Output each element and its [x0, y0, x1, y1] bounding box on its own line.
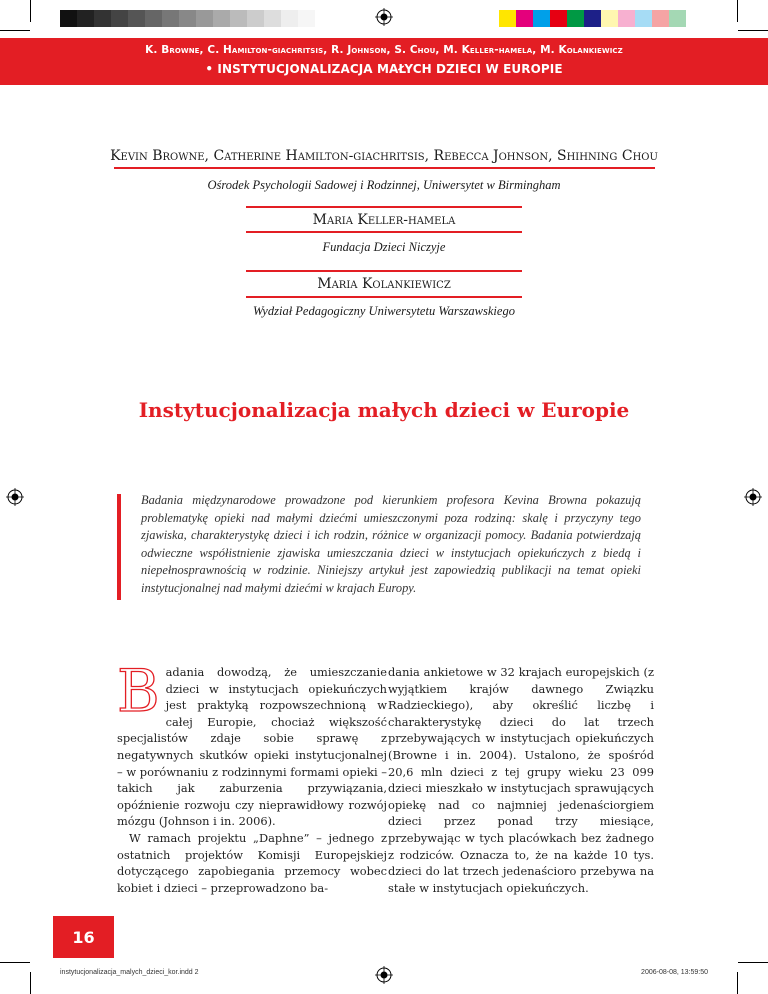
- author-divider: [246, 296, 522, 298]
- author-name-group3: Maria Kolankiewicz: [317, 276, 451, 292]
- author-divider: [246, 206, 522, 208]
- author-name-group2: Maria Keller-hamela: [312, 212, 456, 228]
- registration-mark-icon: [375, 8, 393, 26]
- author-names-group1: Kevin Browne, Catherine Hamilton-giachritsis, Rebecca Johnson, Shihning Chou: [110, 148, 658, 164]
- slug-timestamp: 2006-08-08, 13:59:50: [641, 969, 708, 976]
- author-divider: [246, 231, 522, 233]
- running-header-title: • INSTYTUCJONALIZACJA MAŁYCH DZIECI W EUROPIE: [205, 62, 563, 76]
- body-paragraph-2-start: W ramach projektu „Daphne” – jednego z ostatnich projektów Komisji Europejskiej dotyczącego zapobiegania przemocy wobec kobiet i dzieci – przeprowadzono ba-: [117, 830, 387, 895]
- body-column-right: [388, 664, 654, 896]
- abstract-text: Badania międzynarodowe prowadzone pod kierunkiem profesora Kevina Browna pokazują problematykę opieki nad małymi dziećmi umieszczonymi poza rodziną: skalę i przyczyny tego zjawiska, charakterystykę dzieci i ich rodzin, różnice w organizacji pomocy. Badania potwierdzają odwieczne współistnienie zjawiska umieszczania dzieci w instytucjach opiekuńczych z biedą i niepełnosprawnością w rodzinie. Niniejszy artykuł jest zapowiedzią publikacji na temat opieki instytucjonalnej nad małymi dziećmi w krajach Europy.: [141, 493, 641, 595]
- author-divider: [246, 270, 522, 272]
- author-divider: [114, 167, 655, 169]
- affiliation-group1: Ośrodek Psychologii Sadowej i Rodzinnej, Uniwersytet w Birmingham: [207, 178, 561, 192]
- registration-mark-icon: [744, 488, 762, 506]
- affiliation-group2: Fundacja Dzieci Niczyje: [322, 240, 446, 254]
- crop-mark: [0, 962, 30, 963]
- body-paragraph-2-continued: dania ankietowe w 32 krajach europejskich (z wyjątkiem krajów dawnego Związku Radzieckiego), aby określić liczbę i charakterystykę dzieci do lat trzech przebywających w instytucjach opiekuńczych (Browne i in. 2004). Ustalono, że spośród 20,6 mln dzieci z tej grupy wieku 23 099 dzieci mieszkało w instytucjach sprawujących opiekę nad co najmniej jedenaściorgiem dzieci przez ponad trzy miesiące, przebywając w tych placówkach bez żadnego z rodziców. Oznacza to, że na każde 10 tys. dzieci do lat trzech jedenaścioro przebywa na stałe w instytucjach opiekuńczych.: [388, 665, 654, 895]
- crop-mark: [30, 972, 31, 994]
- slug-filename: instytucjonalizacja_malych_dzieci_kor.indd 2: [60, 969, 199, 976]
- article-title: Instytucjonalizacja małych dzieci w Europie: [138, 398, 630, 422]
- crop-mark: [737, 0, 738, 22]
- abstract-accent-bar: [117, 494, 121, 600]
- crop-mark: [30, 0, 31, 22]
- crop-mark: [738, 962, 768, 963]
- grayscale-calibration-bar: [60, 10, 315, 27]
- drop-cap: B: [117, 657, 160, 725]
- crop-mark: [0, 30, 30, 31]
- crop-mark: [738, 30, 768, 31]
- crop-mark: [737, 972, 738, 994]
- color-calibration-bar: [499, 10, 703, 27]
- affiliation-group3: Wydział Pedagogiczny Uniwersytetu Warszawskiego: [253, 304, 515, 318]
- page-number: 16: [53, 916, 114, 958]
- registration-mark-icon: [6, 488, 24, 506]
- registration-mark-icon: [375, 966, 393, 984]
- running-header-authors: K. Browne, C. Hamilton-giachritsis, R. Johnson, S. Chou, M. Keller-hamela, M. Kolankiewicz: [145, 44, 623, 56]
- body-paragraph-1: adania dowodzą, że umieszczanie dzieci w instytucjach opiekuńczych jest praktyką rozpowszechnioną w całej Europie, chociaż większość specjalistów zdaje sobie sprawę z negatywnych skutków opieki instytucjonalnej – w porównaniu z rodzinnymi formami opieki – takich jak zaburzenia przywiązania, opóźnienie rozwoju czy nieprawidłowy rozwój mózgu (Johnson i in. 2006).: [117, 665, 387, 829]
- body-column-left: [117, 657, 387, 896]
